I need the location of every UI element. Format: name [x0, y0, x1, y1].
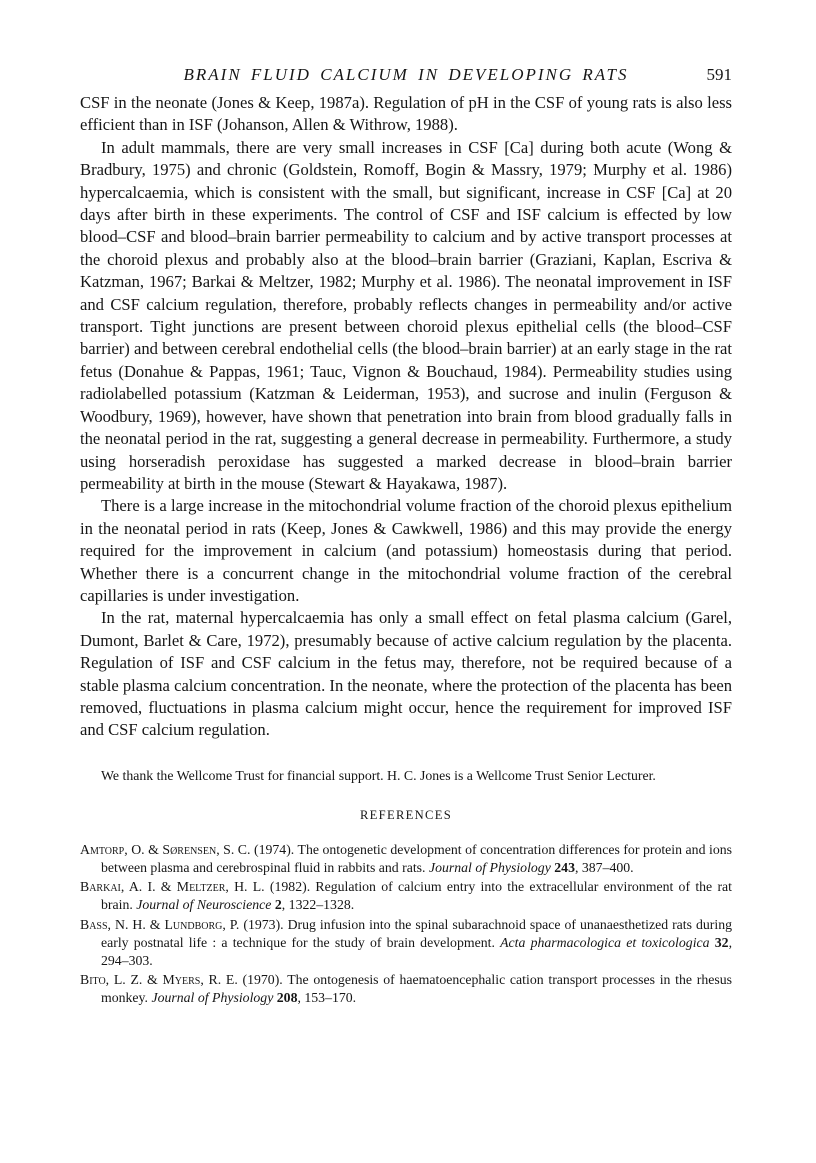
reference-pages: , 294–303. — [101, 934, 733, 968]
reference-year: (1973). — [243, 916, 284, 932]
reference-journal: Journal of Physiology — [151, 990, 274, 1006]
page-number: 591 — [706, 65, 732, 84]
reference-year: (1974). — [254, 841, 295, 857]
reference-authors: Bito, L. Z. & Myers, R. E. — [80, 972, 238, 988]
reference-pages: , 1322–1328. — [281, 897, 355, 913]
acknowledgement: We thank the Wellcome Trust for financial support. H. C. Jones is a Wellcome Trust Senior Lecturer. — [101, 767, 656, 783]
reference-item — [80, 916, 732, 971]
reference-journal: Journal of Physiology — [428, 859, 551, 875]
running-title: BRAIN FLUID CALCIUM IN DEVELOPING RATS — [183, 65, 629, 84]
references-heading: REFERENCES — [359, 807, 453, 822]
reference-volume: 32 — [714, 934, 729, 950]
reference-year: (1982). — [269, 879, 311, 895]
reference-item — [80, 841, 732, 877]
reference-pages: , 153–170. — [297, 990, 357, 1006]
page — [80, 64, 732, 1009]
reference-item — [80, 971, 732, 1007]
reference-pages: , 387–400. — [574, 859, 634, 875]
paragraph: In the rat, maternal hypercalcaemia has only a small effect on fetal plasma calcium (Garel, Dumont, Barlet & Care, 1972), presumably because of active calcium regulation by the placenta. Regulation of ISF and CSF calcium in the fetus may, therefore, not be required because of a stable plasma calcium concentration. In the neonate, where the protection of the placenta has been removed, fluctuations in plasma calcium might occur, hence the requirement for improved ISF and CSF calcium regulation. — [80, 608, 732, 740]
reference-volume: 208 — [276, 990, 298, 1006]
reference-journal: Journal of Neuroscience — [136, 897, 272, 913]
reference-list — [80, 841, 732, 1008]
reference-authors: Bass, N. H. & Lundborg, P. — [80, 916, 240, 932]
reference-item — [80, 878, 732, 914]
reference-title: The ontogenesis of haematoencephalic cation transport processes in the rhesus monkey. — [101, 972, 733, 1006]
reference-volume: 243 — [554, 859, 575, 875]
body-text — [80, 92, 732, 742]
reference-title: Drug infusion into the spinal subarachnoid space of unanaesthetized rats during early postnatal life : a technique for the study of brain development. — [101, 916, 732, 950]
paragraph: There is a large increase in the mitochondrial volume fraction of the choroid plexus epithelium in the neonatal period in rats (Keep, Jones & Cawkwell, 1986) and this may provide the energy required for the improvement in calcium (and potassium) homeostasis during that period. Whether there is a concurrent change in the mitochondrial volume fraction of the cerebral capillaries is under investigation. — [80, 496, 732, 605]
reference-journal: Acta pharmacologica et toxicologica — [500, 934, 710, 950]
reference-authors: Barkai, A. I. & Meltzer, H. L. — [80, 879, 265, 895]
reference-authors: Amtorp, O. & Sørensen, S. C. — [80, 841, 251, 857]
paragraph-continued: CSF in the neonate (Jones & Keep, 1987a). Regulation of pH in the CSF of young rats is also less efficient than in ISF (Johanson, Allen & Withrow, 1988). — [80, 93, 732, 135]
reference-title: Regulation of calcium entry into the extracellular environment of the rat brain. — [101, 879, 732, 913]
running-header — [80, 64, 732, 86]
reference-title: The ontogenetic development of concentration differences for protein and ions between plasma and cerebrospinal fluid in rabbits and rats. — [101, 841, 732, 875]
paragraph: In adult mammals, there are very small increases in CSF [Ca] during both acute (Wong & Bradbury, 1975) and chronic (Goldstein, Romoff, Bogin & Massry, 1979; Murphy et al. 1986) hypercalcaemia, which is consistent with the small, but significant, increase in CSF [Ca] at 20 days after birth in these experiments. The control of CSF and ISF calcium is effected by low blood–CSF and blood–brain barrier permeability to calcium and by active transport processes at the choroid plexus and probably also at the blood–brain barrier (Graziani, Kaplan, Escriva & Katzman, 1967; Barkai & Meltzer, 1982; Murphy et al. 1986). The neonatal improvement in ISF and CSF calcium regulation, therefore, probably reflects changes in permeability and/or active transport. Tight junctions are present between choroid plexus epithelial cells (the blood–CSF barrier) and between cerebral endothelial cells (the blood–brain barrier) at an early stage in the rat fetus (Donahue & Pappas, 1961; Tauc, Vignon & Bouchaud, 1984). Permeability studies using radiolabelled potassium (Katzman & Leiderman, 1953), and sucrose and inulin (Ferguson & Woodbury, 1969), however, have shown that penetration into brain from blood gradually falls in the neonatal period in the rat, suggesting a general decrease in permeability. Furthermore, a study using horseradish peroxidase has suggested a marked decrease in blood–brain barrier permeability at birth in the mouse (Stewart & Hayakawa, 1987). — [80, 137, 732, 493]
reference-year: (1970). — [242, 972, 283, 988]
reference-volume: 2 — [274, 897, 282, 913]
